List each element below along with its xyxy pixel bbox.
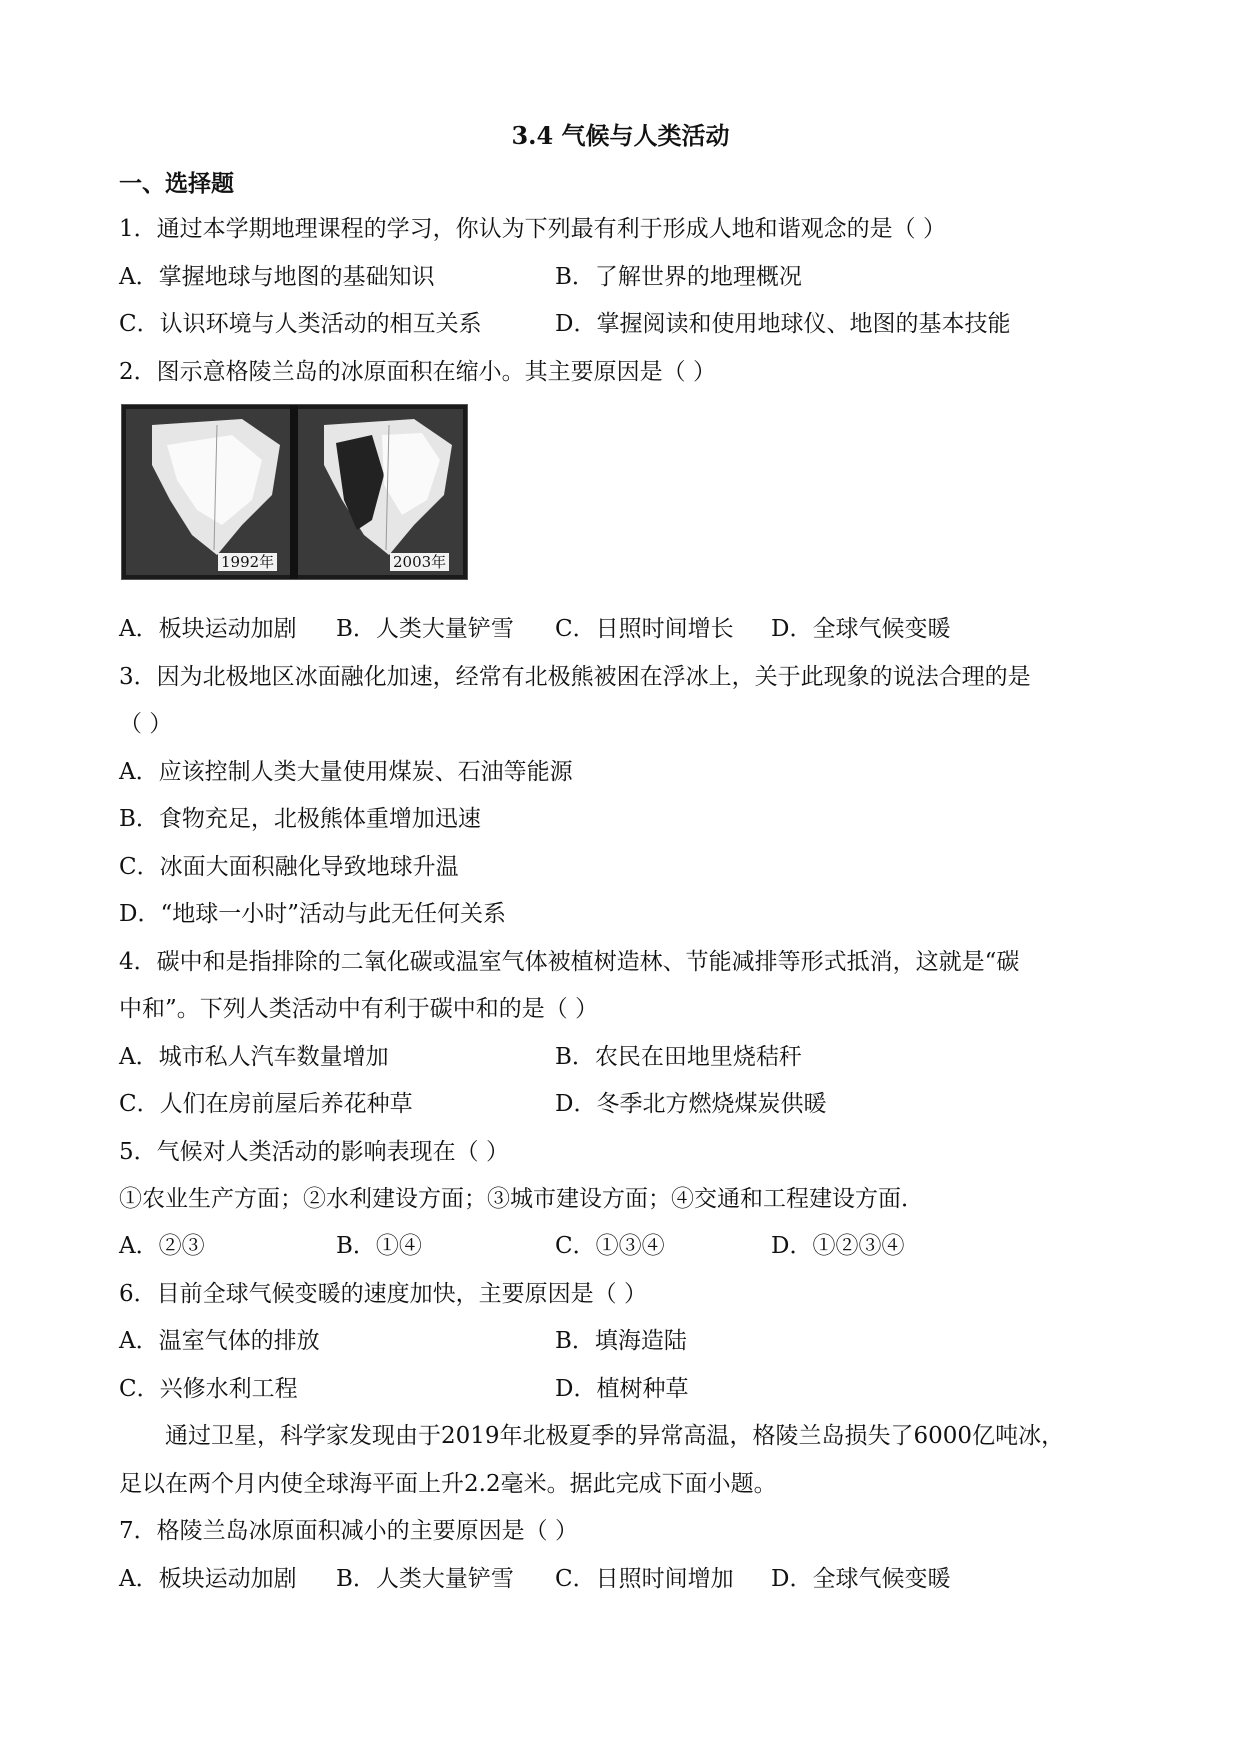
question-3-option-b: B．食物充足，北极熊体重增加迅速	[119, 806, 481, 832]
question-2-option-b: B．人类大量铲雪	[336, 616, 514, 642]
question-7-option-a: A．板块运动加剧	[119, 1566, 297, 1592]
question-3-option-a: A．应该控制人类大量使用煤炭、石油等能源	[119, 759, 573, 785]
passage-line-2: 足以在两个月内使全球海平面上升2.2毫米。据此完成下面小题。	[119, 1471, 777, 1497]
question-6-option-b: B．填海造陆	[555, 1328, 687, 1354]
question-5-items: ①农业生产方面；②水利建设方面；③城市建设方面；④交通和工程建设方面．	[119, 1186, 924, 1212]
question-6-option-a: A．温室气体的排放	[119, 1328, 320, 1354]
question-5-option-a: A．②③	[119, 1233, 205, 1259]
figure-label-1992: 1992年	[218, 553, 277, 571]
question-5-option-c: C．①③④	[555, 1233, 665, 1259]
question-5-option-d: D．①②③④	[771, 1233, 905, 1259]
question-4-stem-cont: 中和”。下列人类活动中有利于碳中和的是（ ）	[119, 996, 599, 1022]
question-6-stem: 6．目前全球气候变暖的速度加快，主要原因是（ ）	[119, 1281, 647, 1307]
question-2-stem: 2．图示意格陵兰岛的冰原面积在缩小。其主要原因是（ ）	[119, 359, 716, 385]
question-1-option-c: C．认识环境与人类活动的相互关系	[119, 311, 482, 337]
figure-label-2003: 2003年	[390, 553, 449, 571]
question-7-option-b: B．人类大量铲雪	[336, 1566, 514, 1592]
question-1-option-a: A．掌握地球与地图的基础知识	[119, 264, 435, 290]
question-2-option-a: A．板块运动加剧	[119, 616, 297, 642]
question-1-option-b: B．了解世界的地理概况	[555, 264, 802, 290]
question-4-option-d: D．冬季北方燃烧煤炭供暖	[555, 1091, 827, 1117]
question-5-option-b: B．①④	[336, 1233, 422, 1259]
question-1-option-d: D．掌握阅读和使用地球仪、地图的基本技能	[555, 311, 1011, 337]
question-7-stem: 7．格陵兰岛冰原面积减小的主要原因是（ ）	[119, 1518, 578, 1544]
question-3-option-d: D．“地球一小时”活动与此无任何关系	[119, 901, 506, 927]
question-6-option-c: C．兴修水利工程	[119, 1376, 298, 1402]
question-7-option-c: C．日照时间增加	[555, 1566, 734, 1592]
question-3-stem-cont: （ ）	[119, 711, 173, 737]
question-7-option-d: D．全球气候变暖	[771, 1566, 951, 1592]
question-2-option-c: C．日照时间增长	[555, 616, 734, 642]
page-title: 3.4 气候与人类活动	[511, 121, 730, 150]
question-6-option-d: D．植树种草	[555, 1376, 689, 1402]
question-2-option-d: D．全球气候变暖	[771, 616, 951, 642]
question-1-stem: 1．通过本学期地理课程的学习，你认为下列最有利于形成人地和谐观念的是（ ）	[119, 216, 946, 242]
passage-line-1: 通过卫星，科学家发现由于2019年北极夏季的异常高温，格陵兰岛损失了6000亿吨冰，	[165, 1423, 1065, 1449]
question-4-option-c: C．人们在房前屋后养花种草	[119, 1091, 413, 1117]
question-4-option-a: A．城市私人汽车数量增加	[119, 1044, 389, 1070]
question-4-stem: 4．碳中和是指排除的二氧化碳或温室气体被植树造林、节能减排等形式抵消，这就是“碳	[119, 949, 1020, 975]
question-3-stem: 3．因为北极地区冰面融化加速，经常有北极熊被困在浮冰上，关于此现象的说法合理的是	[119, 664, 1031, 690]
section-heading: 一、选择题	[119, 170, 234, 197]
greenland-ice-figure	[121, 404, 468, 580]
question-3-option-c: C．冰面大面积融化导致地球升温	[119, 854, 459, 880]
question-5-stem: 5．气候对人类活动的影响表现在（ ）	[119, 1139, 509, 1165]
question-4-option-b: B．农民在田地里烧秸秆	[555, 1044, 802, 1070]
